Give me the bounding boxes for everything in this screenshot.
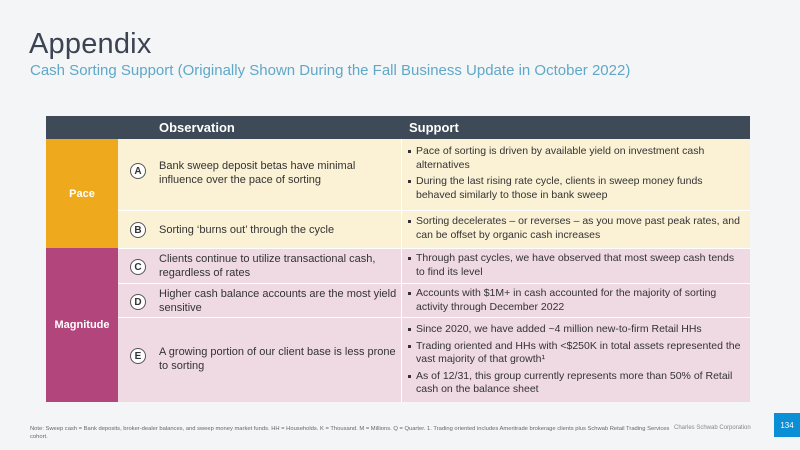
table-row	[118, 249, 750, 283]
support-list	[408, 252, 744, 282]
table-row	[118, 284, 750, 317]
row-badge: E	[130, 348, 146, 364]
support-bullet: Since 2020, we have added ~4 million new-to-firm Retail HHs	[408, 323, 744, 337]
page-number: 134	[774, 413, 800, 437]
row-badge: A	[130, 163, 146, 179]
page-subtitle: Cash Sorting Support (Originally Shown During the Fall Business Update in October 2022)	[30, 62, 631, 79]
support-bullet: Trading oriented and HHs with <$250K in total assets represented the vast majority of that growth¹	[408, 340, 744, 367]
support-bullet: Through past cycles, we have observed that most sweep cash tends to find its level	[408, 252, 744, 279]
support-header: Support	[409, 120, 459, 135]
footnote: Note: Sweep cash = Bank deposits, broker-dealer balances, and sweep money market funds. HH = Households. K = Thousand. M = Millions. Q = Quarter. 1. Trading oriented includes Ameritrade brokerage clients plus Schwab Retail Trading Services cohort.	[30, 426, 670, 440]
support-list	[408, 145, 744, 205]
row-badge: B	[130, 222, 146, 238]
cash-sorting-table	[46, 116, 750, 402]
table-row	[118, 211, 750, 248]
row-badge: D	[130, 294, 146, 310]
support-bullet: Pace of sorting is driven by available yield on investment cash alternatives	[408, 145, 744, 172]
observation-text: Clients continue to utilize transactional cash, regardless of rates	[159, 253, 376, 279]
observation-text: Bank sweep deposit betas have minimal influence over the pace of sorting	[159, 160, 356, 186]
support-bullet: Accounts with $1M+ in cash accounted for the majority of sorting activity through December 2022	[408, 287, 744, 314]
table-row	[118, 318, 750, 402]
support-bullet: During the last rising rate cycle, clients in sweep money funds behaved similarly to those in bank sweep	[408, 175, 744, 202]
support-bullet: As of 12/31, this group currently represents more than 50% of Retail cash on the balance sheet	[408, 370, 744, 397]
support-bullet: Sorting decelerates – or reverses – as you move past peak rates, and can be offset by organic cash increases	[408, 215, 744, 242]
page-title: Appendix	[29, 28, 152, 60]
observation-text: A growing portion of our client base is less prone to sorting	[159, 346, 396, 372]
brand-text: Charles Schwab Corporation	[674, 425, 751, 431]
observation-text: Sorting ‘burns out’ through the cycle	[159, 224, 335, 236]
table-header	[46, 116, 750, 139]
observation-text: Higher cash balance accounts are the most yield sensitive	[159, 288, 397, 314]
support-list	[408, 287, 744, 317]
support-list	[408, 323, 744, 400]
row-badge: C	[130, 259, 146, 275]
group-pace: Pace	[46, 139, 118, 248]
group-magnitude: Magnitude	[46, 248, 118, 402]
column-divider	[401, 139, 402, 402]
support-list	[408, 215, 744, 245]
table-row	[118, 139, 750, 210]
observation-header: Observation	[159, 120, 235, 135]
